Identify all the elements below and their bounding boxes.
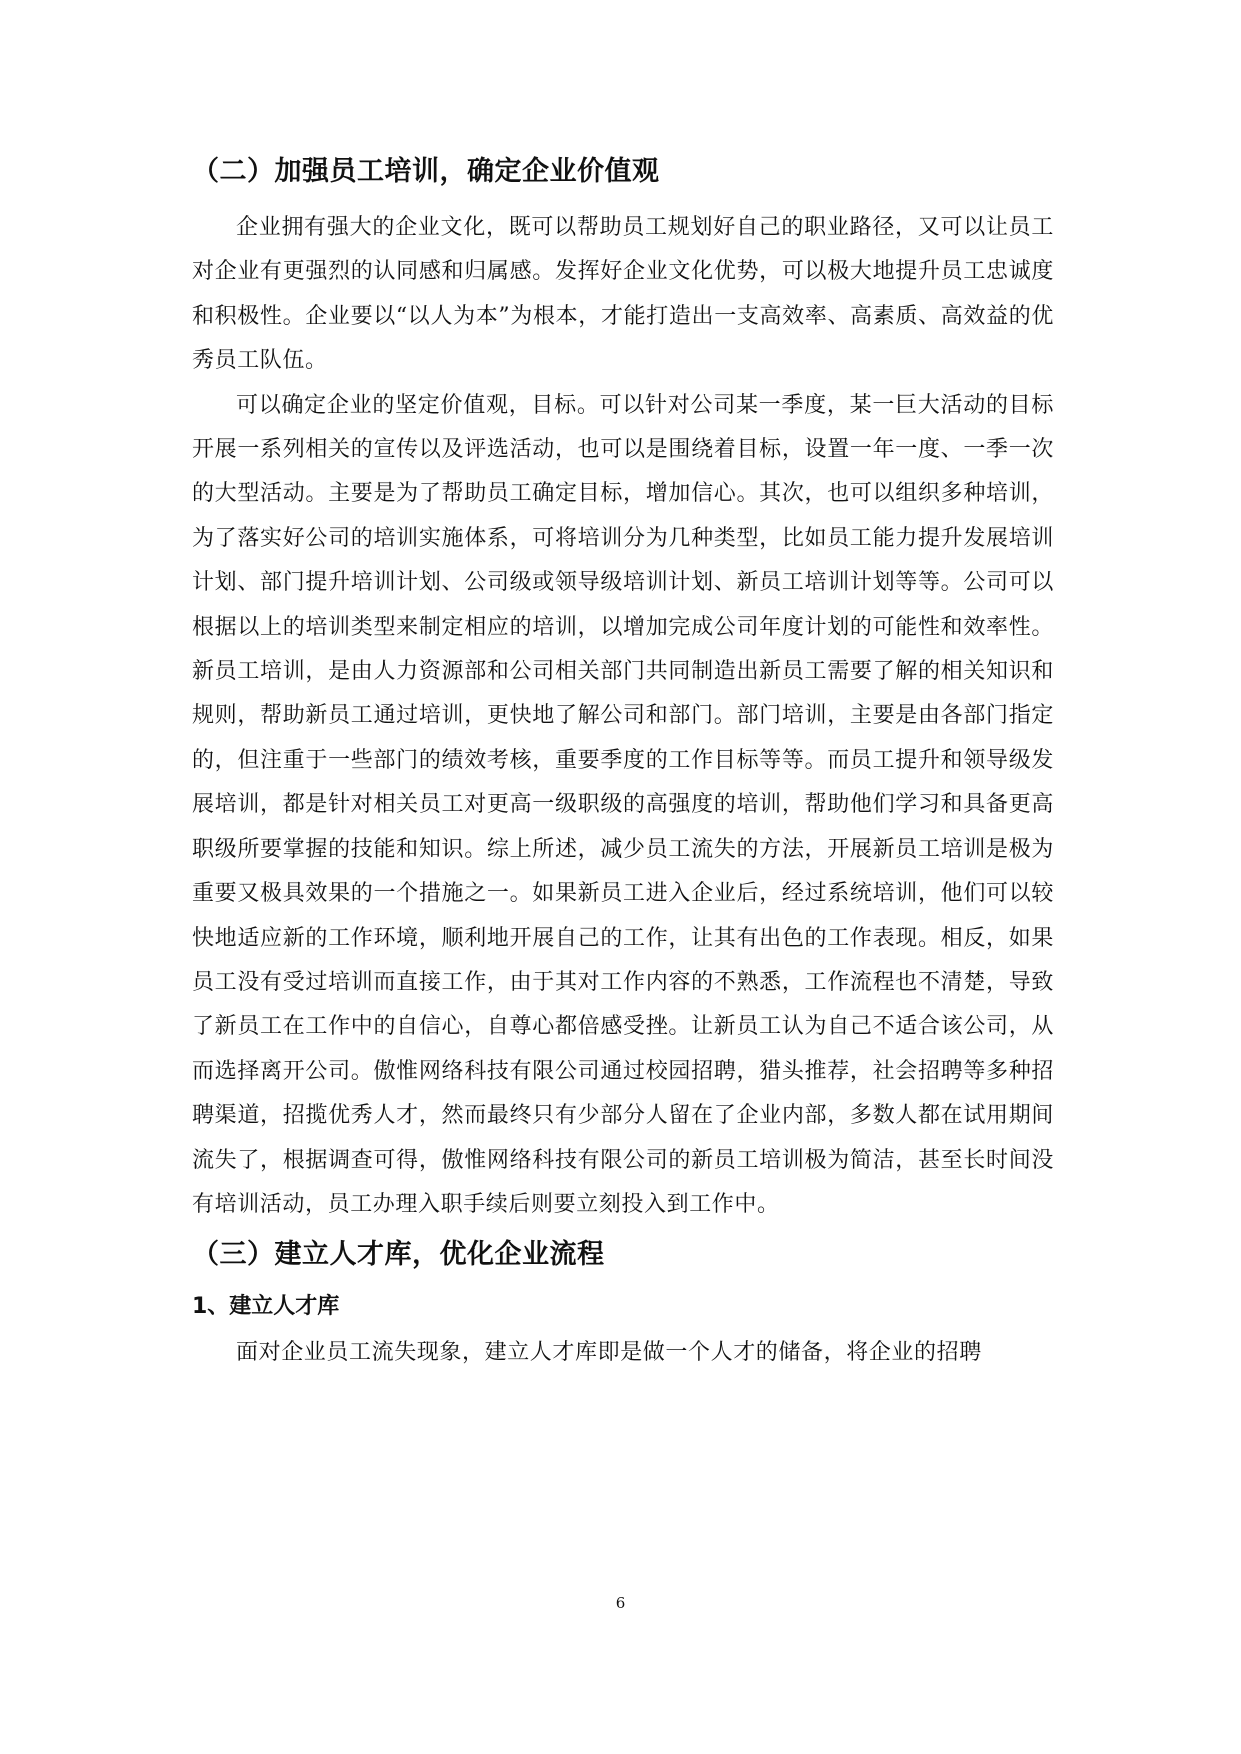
subsection-heading-1: 1、建立人才库 <box>192 1294 340 1320</box>
paragraph: 面对企业员工流失现象，建立人才库即是做一个人才的储备，将企业的招聘 <box>236 1340 982 1366</box>
paragraph: 企业拥有强大的企业文化，既可以帮助员工规划好自己的职业路径，又可以让员工对企业有更强烈的认同感和归属感。发挥好企业文化优势，可以极大地提升员工忠诚度和积极性。企业要以“以人为本”为根本，才能打造出一支高效率、高素质、高效益的优秀员工队伍。 <box>192 215 1054 374</box>
page-number: 6 <box>615 1594 626 1612</box>
section-heading-2: （二）加强员工培训，确定企业价值观 <box>192 156 660 187</box>
document-page <box>192 150 1054 1376</box>
section-heading-3: （三）建立人才库，优化企业流程 <box>192 1239 605 1271</box>
paragraph: 可以确定企业的坚定价值观，目标。可以针对公司某一季度，某一巨大活动的目标开展一系列相关的宣传以及评选活动，也可以是围绕着目标，设置一年一度、一季一次的大型活动。主要是为了帮助员工确定目标，增加信心。其次，也可以组织多种培训，为了落实好公司的培训实施体系，可将培训分为几种类型，比如员工能力提升发展培训计划、部门提升培训计划、公司级或领导级培训计划、新员工培训计划等等。公司可以根据以上的培训类型来制定相应的培训，以增加完成公司年度计划的可能性和效率性。新员工培训，是由人力资源部和公司相关部门共同制造出新员工需要了解的相关知识和规则，帮助新员工通过培训，更快地了解公司和部门。部门培训，主要是由各部门指定的，但注重于一些部门的绩效考核，重要季度的工作目标等等。而员工提升和领导级发展培训，都是针对相关员工对更高一级职级的高强度的培训，帮助他们学习和具备更高职级所要掌握的技能和知识。综上所述，减少员工流失的方法，开展新员工培训是极为重要又极具效果的一个措施之一。如果新员工进入企业后，经过系统培训，他们可以较快地适应新的工作环境，顺利地开展自己的工作，让其有出色的工作表现。相反，如果员工没有受过培训而直接工作，由于其对工作内容的不熟悉，工作流程也不清楚，导致了新员工在工作中的自信心，自尊心都倍感受挫。让新员工认为自己不适合该公司，从而选择离开公司。傲惟网络科技有限公司通过校园招聘，猎头推荐，社会招聘等多种招聘渠道，招揽优秀人才，然而最终只有少部分人留在了企业内部，多数人都在试用期间流失了，根据调查可得，傲惟网络科技有限公司的新员工培训极为简洁，甚至长时间没有培训活动，员工办理入职手续后则要立刻投入到工作中。 <box>192 392 1054 1217</box>
